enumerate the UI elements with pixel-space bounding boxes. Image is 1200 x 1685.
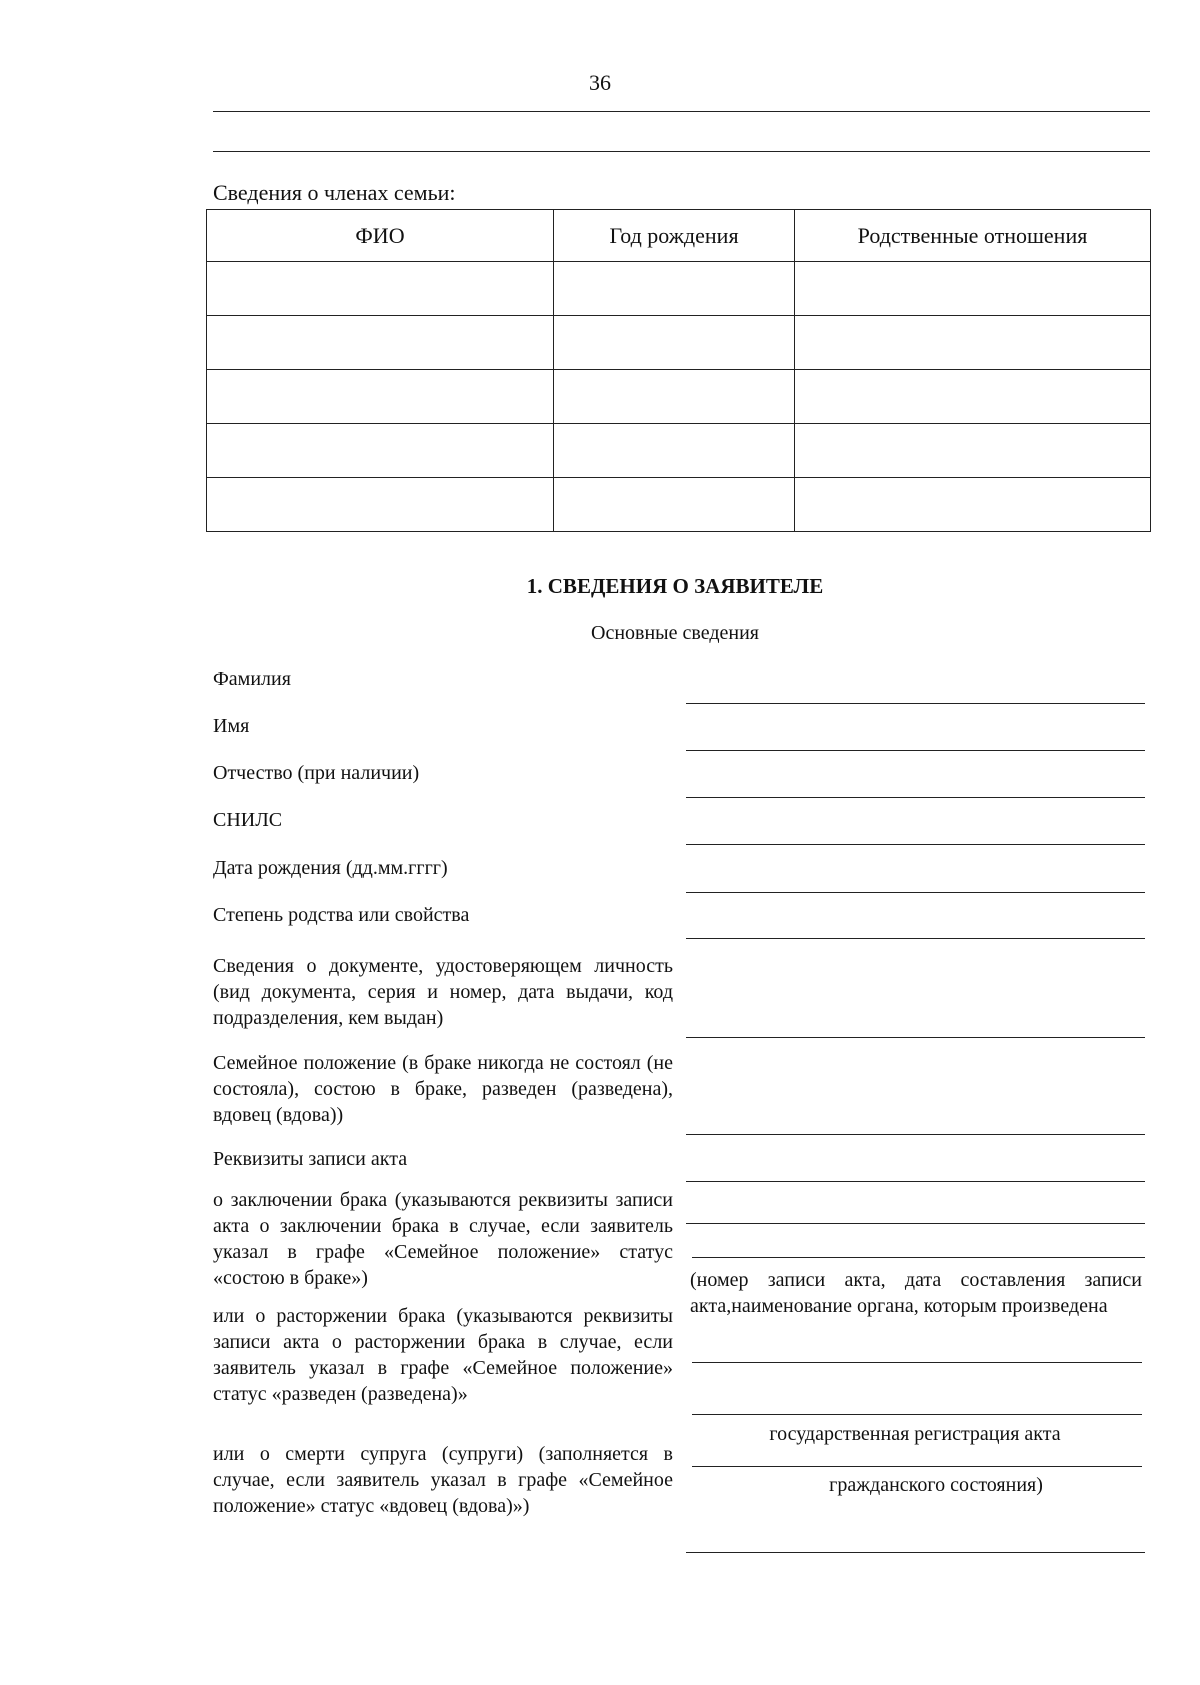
table-cell[interactable]: [207, 478, 554, 532]
id-document-label: Сведения о документе, удостоверяющем личность (вид документа, серия и номер, дата выдачи, код подразделения, кем выдан): [213, 955, 673, 1029]
page-number: 36: [589, 70, 611, 95]
table-row: [207, 424, 1151, 478]
state-registration-note: государственная регистрация акта: [769, 1423, 1061, 1445]
table-cell[interactable]: [554, 478, 795, 532]
birthdate-label: Дата рождения (дд.мм.гггг): [213, 857, 448, 879]
surname-label: Фамилия: [213, 668, 291, 690]
section-subtitle: Основные сведения: [591, 622, 759, 644]
table-cell[interactable]: [795, 370, 1151, 424]
table-header-row: [207, 210, 1151, 262]
table-cell[interactable]: [795, 262, 1151, 316]
surname-field[interactable]: [686, 703, 1145, 704]
column-header-fio: ФИО: [207, 210, 554, 262]
table-row: [207, 262, 1151, 316]
table-row: [207, 478, 1151, 532]
death-record-label: или о смерти супруга (супруги) (заполняется в случае, если заявитель указал в графе «Семейное положение» статус «вдовец (вдова)»): [213, 1443, 673, 1517]
table-cell[interactable]: [554, 424, 795, 478]
table-row: [207, 370, 1151, 424]
name-label: Имя: [213, 715, 250, 737]
birthdate-field[interactable]: [686, 892, 1145, 893]
family-caption: Сведения о членах семьи:: [213, 180, 456, 205]
table-cell[interactable]: [554, 262, 795, 316]
kinship-label: Степень родства или свойства: [213, 904, 470, 926]
table-cell[interactable]: [554, 370, 795, 424]
patronymic-field[interactable]: [686, 797, 1145, 798]
section-title: 1. СВЕДЕНИЯ О ЗАЯВИТЕЛЕ: [526, 574, 824, 598]
table-cell[interactable]: [207, 262, 554, 316]
death-record-field-2[interactable]: [686, 1552, 1145, 1553]
header-rule-2: [213, 151, 1150, 152]
civil-status-note: гражданского состояния): [829, 1474, 1043, 1496]
table-cell[interactable]: [554, 316, 795, 370]
death-record-field-1[interactable]: [692, 1466, 1142, 1467]
marriage-record-label: о заключении брака (указываются реквизиты записи акта о заключении брака в случае, если заявитель указал в графе «Семейное положение» статус «состою в браке»): [213, 1189, 673, 1289]
marriage-record-field-2[interactable]: [692, 1257, 1145, 1258]
divorce-record-label: или о расторжении брака (указываются реквизиты записи акта о расторжении брака в случае, если заявитель указал в графе «Семейное положение» статус «разведен (разведена)»: [213, 1305, 673, 1405]
snils-field[interactable]: [686, 844, 1145, 845]
marriage-record-field-1[interactable]: [686, 1223, 1145, 1224]
divorce-record-field-1[interactable]: [692, 1362, 1142, 1363]
patronymic-label: Отчество (при наличии): [213, 762, 420, 784]
kinship-field[interactable]: [686, 938, 1145, 939]
divorce-record-field-2[interactable]: [692, 1414, 1142, 1415]
table-cell[interactable]: [207, 424, 554, 478]
column-header-birth-year: Год рождения: [554, 210, 795, 262]
act-requisites-field[interactable]: [686, 1181, 1145, 1182]
snils-label: СНИЛС: [213, 809, 283, 831]
table-cell[interactable]: [207, 316, 554, 370]
marital-status-label: Семейное положение (в браке никогда не состоял (не состояла), состою в браке, разведен (разведена), вдовец (вдова)): [213, 1052, 673, 1126]
table-cell[interactable]: [795, 478, 1151, 532]
act-requisites-label: Реквизиты записи акта: [213, 1148, 408, 1170]
column-header-relationship: Родственные отношения: [795, 210, 1151, 262]
table-cell[interactable]: [795, 424, 1151, 478]
act-number-note: (номер записи акта, дата составления записи акта,наименование органа, которым произведена: [690, 1269, 1142, 1317]
id-document-field[interactable]: [686, 1037, 1145, 1038]
marital-status-field[interactable]: [686, 1134, 1145, 1135]
table-cell[interactable]: [207, 370, 554, 424]
table-cell[interactable]: [795, 316, 1151, 370]
table-row: [207, 316, 1151, 370]
header-rule-1: [213, 111, 1150, 112]
family-table: [206, 209, 1151, 532]
name-field[interactable]: [686, 750, 1145, 751]
